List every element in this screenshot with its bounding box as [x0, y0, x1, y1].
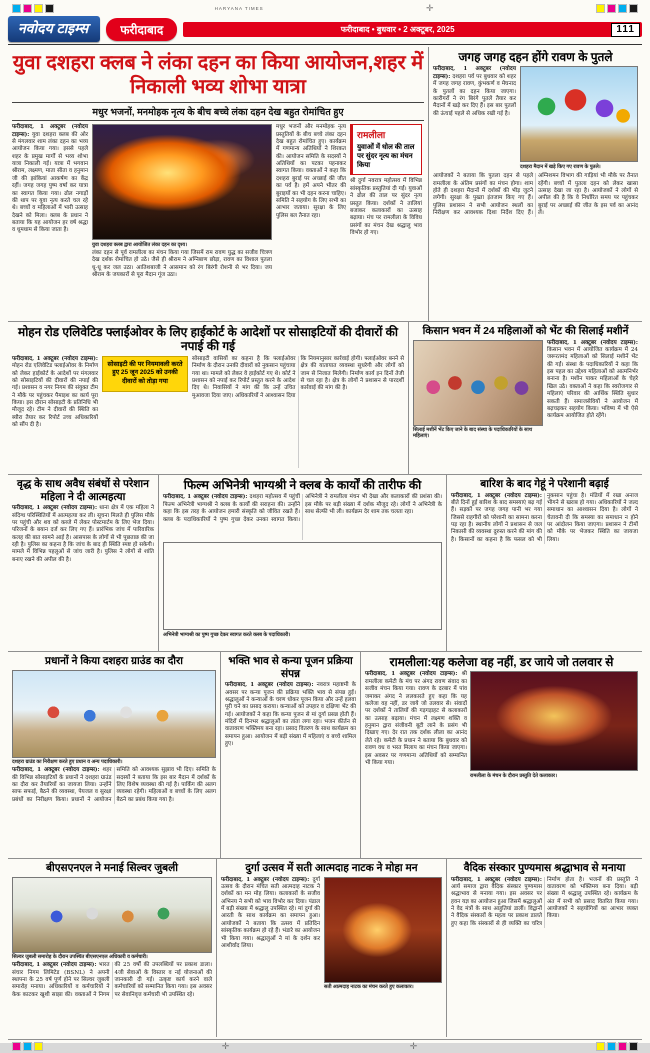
yellow-swatch-icon	[596, 1042, 605, 1051]
black-swatch-icon	[629, 1042, 638, 1051]
ramleela2-figure	[470, 671, 638, 779]
registration-mark-icon: ✛	[409, 1041, 418, 1051]
lead-col-photo	[92, 124, 272, 314]
vedic-body: फरीदाबाद, 1 अक्टूबर (नवोदय टाइम्स): आर्य समाज द्वारा वैदिक संस्कार पुण्यमास श्रद्धाभाव से मनाया गया। इस अवसर पर हवन यज्ञ का आयोजन हुआ जिसमें श्रद्धालुओं ने वेद मंत्रों के साथ आहुतियां डालीं। विद्वानों ने वैदिक संस्कारों के महत्व पर प्रकाश डालते हुए कहा कि संस्कारों से ही व्यक्ति का चरित्र निर्माण होता है। भजनों की प्रस्तुति ने वातावरण को भक्तिमय बना दिया। बड़ी संख्या में श्रद्धालु उपस्थित रहे। कार्यक्रम के अंत में सभी को प्रसाद वितरित किया गया। आयोजकों ने सहयोगियों का आभार व्यक्त किया।	[451, 876, 638, 927]
page-number: 111	[611, 23, 640, 37]
ravana-figure	[520, 66, 638, 170]
sewing-headline: किसान भवन में 24 महिलाओं को भेंट की सिलाई मशीनें	[422, 325, 629, 337]
durga-photo-caption: सती आत्मदाह नाटक का मंचन करते हुए कलाकार।	[324, 984, 414, 991]
ravana-effigies-photo	[520, 66, 638, 162]
bhagyashree-photo-caption: अभिनेत्री भाग्यश्री का पुष्प गुच्छ देकर स्वागत करते क्लब के पदाधिकारी।	[163, 631, 291, 638]
suicide-headline: वृद्ध के साथ अवैध संबंधों से परेशान महिला ने दी आत्महत्या	[17, 478, 149, 503]
flyover-pull-quote: सोसाइटी की पर नियमावली करते हुए 25 जून 2025 को उनकी दीवारों को तोड़ा गया	[102, 356, 188, 392]
suicide-body: फरीदाबाद, 1 अक्टूबर (नवोदय टाइम्स): थाना क्षेत्र में एक महिला ने संदिग्ध परिस्थितियों में आत्महत्या कर ली। सूचना मिलते ही पुलिस मौके पर पहुंची और शव को कब्जे में लेकर पोस्टमार्टम के लिए भेज दिया। परिजनों के बयान दर्ज कर लिए गए हैं। प्रारंभिक जांच में पारिवारिक कलह की बात सामने आई है। आसपास के लोगों से भी पूछताछ की जा रही है। पुलिस का कहना है कि जांच के बाद ही स्थिति स्पष्ट हो सकेगी। मामले में विभिन्न पहलुओं से जांच जारी है। पुलिस ने लोगों से शांति बनाए रखने की अपील की है।	[12, 505, 154, 563]
masthead-rule	[8, 44, 642, 45]
magenta-swatch-icon	[12, 1042, 21, 1051]
durga-headline: दुर्गा उत्सव में सती आत्मदाह नाटक ने मोहा मन	[245, 862, 418, 874]
ravana-body-a: फरीदाबाद, 1 अक्टूबर (नवोदय टाइम्स): दशहरा पर्व पर बुधवार को शहर में जगह जगह रावण, कुंभकर्ण व मेघनाद के पुतलों का दहन किया जाएगा। कारीगरों ने रंग बिरंगे पुतले तैयार कर मैदानों में खड़े कर दिए हैं। इस बार पुतलों की ऊंचाई पहले से अधिक रखी गई है।	[433, 66, 516, 117]
lead-col-4	[350, 124, 422, 314]
ramleela-box-quote: युवाओं में धोल की ताल पर सुंदर नृत्य का मंचन किया	[357, 144, 415, 170]
magenta-swatch-icon	[618, 1042, 627, 1051]
lead-body-grid	[12, 124, 424, 314]
newspaper-logo: नवोदय टाइम्स	[8, 16, 100, 42]
row-two	[8, 321, 642, 474]
row-three	[8, 474, 642, 651]
sewing-figure	[413, 340, 543, 440]
pradhan-headline: प्रधानों ने किया दशहरा ग्राउंड का दौरा	[44, 655, 184, 667]
ramleela-box-title: रामलीला	[357, 130, 386, 141]
vedic-byline: फरीदाबाद, 1 अक्टूबर (नवोदय टाइम्स):	[451, 876, 542, 883]
cmyk-swatches-right	[596, 4, 638, 13]
ravana-body-b: आयोजकों ने बताया कि पुतला दहन से पहले रामलीला के अंतिम प्रसंगों का मंचन होगा। शाम होते ही दशहरा मैदानों में दर्शकों की भीड़ जुटने लगेगी। सुरक्षा के पुख्ता इंतजाम किए गए हैं। पुलिस प्रशासन ने सभी आयोजन स्थलों का निरीक्षण कर आवश्यक दिशा निर्देश दिए हैं। अग्निशमन विभाग की गाड़ियां भी मौके पर तैनात रहेंगी। बच्चों में पुतला दहन को लेकर खासा उत्साह देखा जा रहा है। आयोजकों ने लोगों से अपील की है कि वे निर्धारित समय पर पहुंचकर बुराई पर अच्छाई की जीत के इस पर्व का आनंद लें।	[433, 173, 638, 217]
row-top	[8, 47, 642, 321]
edition-note: HARYANA TIMES	[214, 6, 264, 11]
dateline-bar	[183, 22, 642, 37]
bhagyashree-photo	[163, 542, 442, 630]
ramleela-box-body: श्री दुर्गा नवरात्र महोत्सव में विभिन्न सांस्कृतिक प्रस्तुतियां दी गईं। युवाओं ने ढोल की ताल पर सुंदर नृत्य प्रस्तुत किया। दर्शकों ने तालियां बजाकर कलाकारों का उत्साह बढ़ाया। मंच पर रामलीला के विविध प्रसंगों का मंचन देख श्रद्धालु भाव विभोर हो गए।	[350, 178, 422, 237]
yellow-swatch-icon	[34, 4, 43, 13]
sewing-machines-photo	[413, 340, 543, 426]
cmyk-swatches-bottom-right	[596, 1042, 638, 1051]
cmyk-swatches-left	[12, 4, 54, 13]
flyover-headline: मोहन रोड एलिवेटिड फ्लाईओवर के लिए हाईकोर्ट के आदेशों पर सोसाइटियों की दीवारों की नपाई की गई	[18, 325, 398, 354]
ravana-byline: फरीदाबाद, 1 अक्टूबर (नवोदय टाइम्स):	[433, 66, 516, 80]
bottom-registration-strip	[8, 1039, 642, 1053]
ramleela-quote-box	[350, 124, 422, 175]
sewing-photo-caption: सिलाई मशीनें भेंट किए जाने के बाद संस्था के पदाधिकारियों के साथ महिलाएं।	[413, 427, 533, 440]
magenta-swatch-icon	[23, 4, 32, 13]
flyover-story	[8, 322, 408, 474]
pradhan-photo-caption: दशहरा ग्राउंड का निरीक्षण करते हुए प्रधान व अन्य पदाधिकारी।	[12, 759, 123, 766]
masthead	[8, 16, 642, 42]
pradhan-figure	[12, 670, 216, 766]
dussehra-ground-photo	[12, 670, 216, 758]
ravana-photo-caption: दशहरा मैदान में खड़े किए गए रावण के पुतले।	[520, 163, 601, 170]
bsnl-jubilee-photo	[12, 877, 212, 953]
bsnl-photo-caption: सिल्वर जुबली समारोह के दौरान उपस्थित बीएसएनएल अधिकारी व कर्मचारी।	[12, 954, 148, 961]
vedic-headline: वैदिक संस्कार पुण्यमास श्रद्धाभाव से मनाया	[463, 862, 626, 874]
ramleela2-story	[360, 652, 642, 858]
registration-mark-icon: ✛	[426, 3, 434, 13]
cyan-swatch-icon	[618, 4, 627, 13]
lead-col-3	[276, 124, 346, 314]
lanka-dahan-photo	[92, 124, 272, 240]
ravana-headline: जगह जगह दहन होंगे रावण के पुतले	[458, 50, 613, 64]
lead-headline: युवा दशहरा क्लब ने लंका दहन का किया आयोजन,शहर में निकाली भव्य शोभा यात्रा	[12, 52, 424, 98]
lead-body-b: लंका दहन से पूर्व रामलीला का मंचन किया गया जिसमें राम रावण युद्ध का सजीव चित्रण देख दर्शक रोमांचित हो उठे। जैसे ही श्रीराम ने अग्निबाण छोड़ा, रावण का विशाल पुतला धू-धू कर जल उठा। आतिशबाजी ने आसमान को रंग बिरंगी रोशनी से भर दिया। जय श्रीराम के जयकारों से पूरा मैदान गूंज उठा।	[92, 249, 272, 279]
flyover-body-wrap	[12, 356, 404, 468]
cyan-swatch-icon	[23, 1042, 32, 1051]
rain-body: फरीदाबाद, 1 अक्टूबर (नवोदय टाइम्स): बीते दिनों हुई बारिश के बाद समस्याएं बढ़ गई हैं। सड़कों पर जगह जगह पानी भर गया जिससे राहगीरों को परेशानी का सामना करना पड़ रहा है। स्थानीय लोगों ने प्रशासन से जल निकासी की व्यवस्था दुरुस्त करने की मांग की है। किसानों का कहना है कि फसल को भी नुकसान पहुंचा है। मंडियों में रखा अनाज भीगने से खराब हो गया। अधिकारियों ने जल्द समाधान का आश्वासन दिया है। लोगों ने चेतावनी दी कि समस्या का समाधान न होने पर आंदोलन किया जाएगा। प्रशासन ने टीमों को मौके पर भेजकर स्थिति का जायजा लिया।	[451, 492, 638, 543]
registration-mark-icon: ✛	[221, 1041, 230, 1051]
dateline-text: फरीदाबाद • बुधवार • 2 अक्टूबर, 2025	[340, 24, 455, 34]
lead-col-1	[12, 124, 88, 314]
kanya-story	[220, 652, 360, 858]
durga-byline: फरीदाबाद, 1 अक्टूबर (नवोदय टाइम्स):	[221, 876, 310, 883]
bhagyashree-body: फरीदाबाद, 1 अक्टूबर (नवोदय टाइम्स): दशहरा महोत्सव में पहुंचीं फिल्म अभिनेत्री भाग्यश्री ने क्लब के कार्यों की सराहना की। उन्होंने कहा कि इस तरह के आयोजन हमारी संस्कृति को जीवित रखते हैं। क्लब के पदाधिकारियों ने पुष्प गुच्छ देकर उनका स्वागत किया। अभिनेत्री ने रामलीला मंचन भी देखा और कलाकारों की प्रशंसा की। इस मौके पर बड़ी संख्या में दर्शक मौजूद रहे। लोगों ने अभिनेत्री के साथ सेल्फी भी ली। कार्यक्रम देर शाम तक चलता रहा।	[163, 494, 442, 523]
flyover-byline: फरीदाबाद, 1 अक्टूबर (नवोदय टाइम्स):	[12, 355, 98, 362]
ramleela2-byline: फरीदाबाद, 1 अक्टूबर (नवोदय टाइम्स):	[365, 671, 458, 678]
suicide-story	[8, 475, 158, 651]
ravana-story	[428, 47, 642, 321]
lead-byline: फरीदाबाद, 1 अक्टूबर (नवोदय टाइम्स):	[12, 124, 88, 138]
bsnl-byline: फरीदाबाद, 1 अक्टूबर (नवोदय टाइम्स):	[12, 962, 97, 969]
cyan-swatch-icon	[12, 4, 21, 13]
top-registration-strip	[8, 2, 642, 15]
kanya-headline: भक्ति भाव से कन्या पूजन प्रक्रिया संपन्न	[228, 655, 353, 680]
row-four	[8, 651, 642, 858]
lead-photo-caption: युवा दशहरा क्लब द्वारा आयोजित लंका दहन का दृश्य।	[92, 241, 188, 248]
yellow-swatch-icon	[34, 1042, 43, 1051]
cmyk-swatches-bottom-left	[12, 1042, 43, 1051]
city-badge: फरीदाबाद	[106, 18, 177, 41]
pradhan-byline: फरीदाबाद, 1 अक्टूबर (नवोदय टाइम्स):	[12, 767, 100, 774]
cyan-swatch-icon	[607, 1042, 616, 1051]
black-swatch-icon	[45, 4, 54, 13]
lead-figure	[92, 124, 272, 248]
durga-story	[216, 859, 446, 1037]
lead-body-a: फरीदाबाद, 1 अक्टूबर (नवोदय टाइम्स): युवा दशहरा क्लब की ओर से मंगलवार शाम लंका दहन का भव्य आयोजन किया गया। इससे पहले शहर के प्रमुख मार्गों से भव्य शोभा यात्रा निकाली गई। यात्रा में भगवान श्रीराम, लक्ष्मण, माता सीता व हनुमान जी की झांकियां आकर्षण का केंद्र रहीं। जगह जगह पुष्प वर्षा कर यात्रा का स्वागत किया गया। ढोल नगाड़ों की थाप पर युवा नृत्य करते चल रहे थे। बच्चों व महिलाओं में भारी उत्साह देखने को मिला। क्लब के प्रधान ने बताया कि यह आयोजन हर वर्ष श्रद्धा व धूमधाम से किया जाता है।	[12, 124, 88, 234]
bsnl-story	[8, 859, 216, 1037]
ramleela2-headline: रामलीला:यह कलेजा वह नहीं, डर जाये जो तलवार से	[389, 655, 614, 669]
lead-subhead: मधुर भजनों, मनमोहक नृत्य के बीच बच्चे लंका दहन देख बहुत रोमांचित हुए	[92, 107, 344, 119]
bsnl-figure	[12, 877, 212, 961]
rain-byline: फरीदाबाद, 1 अक्टूबर (नवोदय टाइम्स):	[451, 492, 542, 499]
kanya-body: फरीदाबाद, 1 अक्टूबर (नवोदय टाइम्स): नवरात्र महाष्टमी के अवसर पर कन्या पूजन की प्रक्रिया भक्ति भाव से संपन्न हुई। श्रद्धालुओं ने कन्याओं के चरण धोकर पूजन किया और उन्हें हलवा पूरी चने का प्रसाद कराया। कन्याओं को उपहार व दक्षिणा भेंट की गई। आयोजकों ने कहा कि कन्या पूजन से मां दुर्गा प्रसन्न होती हैं। मंदिरों में दिनभर श्रद्धालुओं का तांता लगा रहा। भजन कीर्तन से वातावरण भक्तिमय बना रहा। प्रसाद वितरण के साथ कार्यक्रम का समापन हुआ। आयोजन में बड़ी संख्या में महिलाएं व बच्चे शामिल हुए।	[225, 682, 357, 748]
flyover-body-b: सोसाइटी वासियों का कहना है कि फ्लाईओवर निर्माण के दौरान उनकी दीवारों को नुकसान पहुंचाया गया था। मामले को लेकर वे हाईकोर्ट गए थे। कोर्ट ने प्रशासन को नपाई कर रिपोर्ट प्रस्तुत करने के आदेश दिए थे। निवासियों ने मांग की कि उन्हें उचित मुआवजा दिया जाए। अधिकारियों ने आश्वासन दिया कि नियमानुसार कार्रवाई होगी। फ्लाईओवर बनने से क्षेत्र की यातायात व्यवस्था सुधरेगी और लोगों को जाम से निजात मिलेगी। निर्माण कार्य इन दिनों तेजी से चल रहा है। क्षेत्र के लोगों ने प्रशासन से पारदर्शी कार्रवाई की मांग की है।	[192, 355, 404, 399]
row-bottom	[8, 858, 642, 1037]
kanya-byline: फरीदाबाद, 1 अक्टूबर (नवोदय टाइम्स):	[225, 682, 314, 689]
durga-figure	[324, 877, 442, 991]
ramleela2-body: फरीदाबाद, 1 अक्टूबर (नवोदय टाइम्स): श्री रामलीला कमेटी के मंच पर अंगद रावण संवाद का सजीव मंचन किया गया। रावण के दरबार में पांव जमाकर अंगद ने ललकारते हुए कहा कि यह कलेजा वह नहीं, डर जाये जो तलवार से। संवादों पर दर्शकों ने तालियों की गड़गड़ाहट से कलाकारों का उत्साह बढ़ाया। मंचन में लक्ष्मण शक्ति व हनुमान द्वारा संजीवनी बूटी लाने के प्रसंग भी दिखाए गए। देर रात तक दर्शक लीला का आनंद लेते रहे। कमेटी के प्रधान ने बताया कि बुधवार को रावण वध व भरत मिलाप का मंचन किया जाएगा। इस अवसर पर गणमान्य अतिथियों को सम्मानित भी किया गया।	[365, 671, 468, 766]
yellow-swatch-icon	[596, 4, 605, 13]
bsnl-headline: बीएसएनएल ने मनाई सिल्वर जुबली	[46, 862, 178, 874]
ramleela-stage-photo	[470, 671, 638, 771]
black-swatch-icon	[629, 4, 638, 13]
pradhan-body: फरीदाबाद, 1 अक्टूबर (नवोदय टाइम्स): शहर की विभिन्न सोसाइटियों के प्रधानों ने दशहरा ग्राउंड का दौरा कर तैयारियों का जायजा लिया। उन्होंने साफ सफाई, बैठने की व्यवस्था, पेयजल व सुरक्षा प्रबंधों का निरीक्षण किया। प्रधानों ने आयोजन समिति को आवश्यक सुझाव भी दिए। समिति के सदस्यों ने बताया कि इस बार मैदान में दर्शकों के लिए विशेष व्यवस्था की गई है। पार्किंग की अलग व्यवस्था रहेगी। महिलाओं व बच्चों के लिए अलग बैठने का प्रबंध किया गया है।	[12, 767, 216, 803]
flyover-body-a: फरीदाबाद, 1 अक्टूबर (नवोदय टाइम्स): मोहन रोड एलिवेटिड फ्लाईओवर के निर्माण को लेकर हाईकोर्ट के आदेशों पर मंगलवार को सोसाइटियों की दीवारों की नपाई की गई। प्रशासन व नगर निगम की संयुक्त टीम ने मौके पर पहुंचकर पैमाइश का कार्य पूरा किया। इस दौरान सोसाइटी के प्रतिनिधि भी मौजूद रहे। टीम ने दीवारों की स्थिति का ब्यौरा तैयार कर रिपोर्ट उच्च अधिकारियों को सौंप दी है।	[12, 355, 98, 429]
durga-body: फरीदाबाद, 1 अक्टूबर (नवोदय टाइम्स): दुर्गा उत्सव के दौरान मंचित सती आत्मदाह नाटक ने दर्शकों का मन मोह लिया। कलाकारों के सजीव अभिनय ने सभी को भाव विभोर कर दिया। पंडाल में बड़ी संख्या में श्रद्धालु उपस्थित रहे। मां दुर्गा की आरती के साथ कार्यक्रम का समापन हुआ। आयोजकों ने बताया कि उत्सव में प्रतिदिन सांस्कृतिक कार्यक्रम हो रहे हैं। भंडारे का आयोजन भी किया गया। श्रद्धालुओं ने मां के दर्शन कर आशीर्वाद लिया।	[221, 876, 321, 949]
ramleela2-photo-caption: रामलीला के मंचन के दौरान प्रस्तुति देते कलाकार।	[470, 772, 558, 779]
lead-subhead-rule	[12, 102, 424, 121]
lead-body-c: मधुर भजनों और मनमोहक नृत्य प्रस्तुतियों के बीच बच्चे लंका दहन देख बहुत रोमांचित हुए। कार्यक्रम में गणमान्य अतिथियों ने शिरकत की। आयोजन समिति के सदस्यों ने अतिथियों का पटका पहनाकर स्वागत किया। वक्ताओं ने कहा कि दशहरा बुराई पर अच्छाई की जीत का पर्व है। हमें अपने भीतर की बुराइयों का भी दहन करना चाहिए। समिति ने सहयोग के लिए सभी का आभार जताया। सुरक्षा के लिए पुलिस बल तैनात रहा।	[276, 124, 346, 219]
pradhan-story	[8, 652, 220, 858]
bhagyashree-figure	[163, 542, 442, 638]
bhagyashree-story	[158, 475, 446, 651]
bsnl-body: फरीदाबाद, 1 अक्टूबर (नवोदय टाइम्स): भारत संचार निगम लिमिटेड (BSNL) ने अपनी स्थापना के 25 वर्ष पूर्ण होने पर सिल्वर जुबली समारोह मनाया। अधिकारियों व कर्मचारियों ने केक काटकर खुशी साझा की। वक्ताओं ने निगम की 25 वर्षों की उपलब्धियों पर प्रकाश डाला। 4जी सेवाओं के विस्तार व नई योजनाओं की जानकारी दी गई। उत्कृष्ट कार्य करने वाले कर्मचारियों को सम्मानित किया गया। इस अवसर पर सेवानिवृत्त कर्मचारी भी उपस्थित रहे।	[12, 962, 212, 998]
suicide-byline: फरीदाबाद, 1 अक्टूबर (नवोदय टाइम्स):	[12, 505, 98, 512]
sewing-story	[408, 322, 642, 474]
ramleela2-body-wrap	[365, 671, 638, 779]
sewing-body: फरीदाबाद, 1 अक्टूबर (नवोदय टाइम्स): किसान भवन में आयोजित कार्यक्रम में 24 जरूरतमंद महिलाओं को सिलाई मशीनें भेंट की गईं। संस्था के पदाधिकारियों ने कहा कि इस पहल का उद्देश्य महिलाओं को आत्मनिर्भर बनाना है। मशीन पाकर महिलाओं के चेहरे खिल उठे। वक्ताओं ने कहा कि स्वरोजगार से महिलाएं परिवार की आर्थिक स्थिति सुधार सकती हैं। समाजसेवियों ने आयोजन में बढ़चढ़कर सहयोग किया। भविष्य में भी ऐसे कार्यक्रम आयोजित होते रहेंगे।	[547, 339, 638, 420]
durga-drama-photo	[324, 877, 442, 983]
rain-headline: बारिश के बाद गेहूं ने परेशानी बढ़ाई	[480, 478, 609, 490]
flyover-pull-column	[102, 356, 188, 468]
magenta-swatch-icon	[607, 4, 616, 13]
lead-story	[8, 47, 428, 321]
bhagyashree-headline: फिल्म अभिनेत्री भाग्यश्री ने क्लब के कार्यों की तारीफ की	[183, 478, 422, 492]
vedic-story	[446, 859, 642, 1037]
rain-story	[446, 475, 642, 651]
sewing-byline: फरीदाबाद, 1 अक्टूबर (नवोदय टाइम्स):	[547, 339, 638, 346]
bhagyashree-byline: फरीदाबाद, 1 अक्टूबर (नवोदय टाइम्स):	[163, 494, 248, 501]
